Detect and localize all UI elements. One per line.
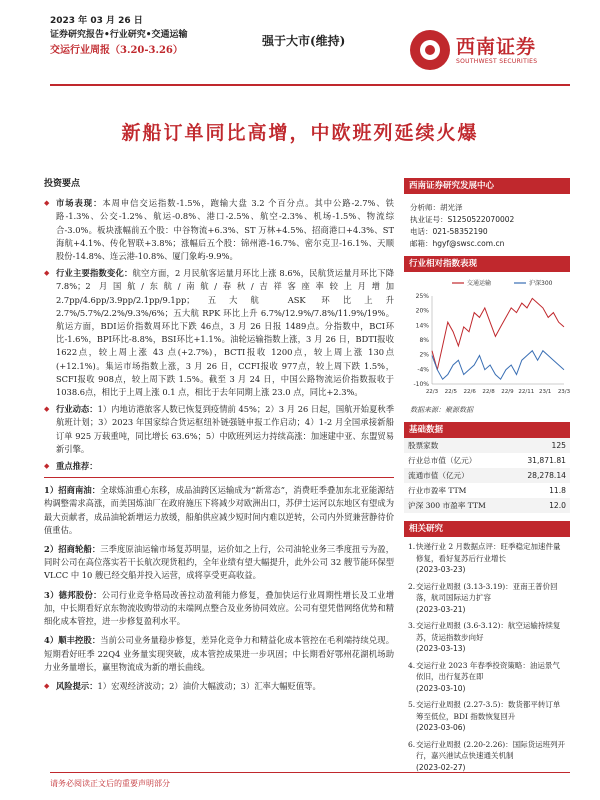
- logo-en: SOUTHWEST SECURITIES: [456, 58, 538, 65]
- analyst-phone: 电话：021-58352190: [410, 227, 488, 236]
- relative-index-chart: [404, 272, 570, 402]
- table-row: [404, 438, 570, 453]
- related-date: (2023-02-27): [416, 762, 466, 772]
- y-tick-label: 20%: [415, 307, 429, 315]
- y-tick-label: 14%: [415, 322, 429, 330]
- main-column: [44, 178, 394, 697]
- related-text[interactable]: 交运行业周报 (3.6-3.12)：航空运输持续复苏，货运指数步向好: [416, 621, 561, 642]
- rec-label: 2）招商轮船：: [44, 544, 101, 555]
- y-tick-label: 25%: [415, 293, 429, 300]
- series-line-0: [432, 298, 564, 369]
- related-text[interactable]: 快递行业 2 月数据点评：旺季稳定加速件量修复，看好复苏后行业增长: [416, 542, 561, 563]
- data-value: 31,871.81: [527, 455, 566, 465]
- rec-label: 4）顺丰控股：: [44, 635, 101, 646]
- related-text[interactable]: 交运行业周报 (3.13-3.19)：亚南王普价回落，航司国际运力扩容: [416, 581, 558, 602]
- bullet-market: [44, 197, 394, 263]
- logo-cn: 西南证券: [456, 36, 537, 58]
- y-tick-label: 8%: [419, 337, 429, 344]
- y-tick-label: 2%: [419, 351, 429, 359]
- bullet-text: 本周申信交运指数-1.5%，跑输大盘 3.2 个百分点。其中公路-2.7%、铁路-1.3%、公交-1.2%、航运-0.8%、港口-2.5%、航空-2.3%、机场-1.5%、物流综合-3.0%。板块涨幅前五个股：中谷物流+6.3%、ST 万林+4.5%、招商港口+4.3%、ST 海航+4.1%、传化智联+3.8%；涨幅后五个股：锦州港-16.7%、密尔克卫-16.1%、天顺股份-14.8%、连云港-10.8%、厦门象屿-9.9%。: [56, 198, 394, 262]
- legend-label: 沪深300: [529, 280, 553, 287]
- risk-label: 风险提示：: [56, 680, 98, 691]
- data-key: 行业市盈率 TTM: [408, 485, 467, 495]
- data-value: 125: [512, 438, 571, 453]
- related-title: 相关研究: [404, 521, 570, 537]
- chart-title: 行业相对指数表现: [404, 256, 570, 272]
- rec-text: 三季度原油运输市场复苏明显，运价如之上行，公司油轮业务三季度扭亏为盈，同时公司在高位落实若干长航次现货租约，全年业绩有望大幅提升，此外公司 32 艘节能环保型 VLCC 中 10 艘已经交船并投入运营，成将享受更高收益。: [44, 544, 394, 581]
- rec-item: [44, 543, 394, 583]
- related-date: (2023-03-21): [416, 604, 466, 614]
- related-date: (2023-03-10): [416, 683, 466, 693]
- related-item[interactable]: 2. 交运行业周报 (3.13-3.19)：亚南王普价回落，航司国际运力扩容 (2023-03-21): [408, 581, 558, 614]
- series-line-1: [432, 351, 564, 380]
- header-divider: [50, 84, 570, 86]
- related-item[interactable]: 5. 交运行业周报 (2.27-3.5)：数货都平转订单筹至低位，BDI 指数恢复回升 (2023-03-06): [408, 700, 561, 732]
- related-text[interactable]: 交运行业 2023 年春季投资策略：油运景气依旧，出行复苏在即: [416, 660, 560, 681]
- company-logo: [410, 30, 560, 76]
- section-title: 投资要点: [44, 179, 81, 189]
- table-row: [404, 498, 570, 513]
- related-date: (2023-03-23): [416, 565, 466, 574]
- rating: 强于大市(维持): [262, 34, 346, 48]
- chart-source: 数据来源：聚源数据: [410, 406, 473, 414]
- bullet-label: 行业动态：: [56, 404, 98, 415]
- data-value: 12.0: [512, 498, 571, 513]
- rec-text: 全球炼油重心东移，成品油跨区运输成为“新常态”，消费旺季叠加东北亚能源结构调整需求高涨，而美国炼油厂在政府施压下将减少对欧洲出口，苏伊士运河以东地区有望成为最大贡献者，成品油轮新增运力放缓，船舶供应减少短时间内难以逆转，公司内外贸兼营静待价值重估。: [44, 485, 394, 535]
- data-value: 28,278.14: [512, 468, 571, 483]
- bullet-label: 行业主要指数变化：: [56, 268, 133, 279]
- y-tick-label: -10%: [413, 381, 429, 388]
- data-key: 行业总市值（亿元）: [408, 455, 477, 465]
- data-key: 流通市值（亿元）: [404, 468, 512, 483]
- bullet-news: [44, 403, 394, 456]
- x-tick-label: 22/3: [425, 389, 439, 395]
- data-key: 股票家数: [404, 438, 512, 453]
- x-tick-label: 22/6: [463, 389, 476, 395]
- bullet-text: 航空方面，2 月民航客运量月环比上涨 8.6%，民航货运量月环比下降 7.8%；2 月国航/东航/南航/春秋/吉祥客座率较上月增加 2.7pp/4.6pp/3.9pp/2.1pp/9.1pp；五大航 ASK 环比上升 2.7%/5.7%/2.2%/9.3%/6%；五大航 RPK 环比上升 6.7%/12.9%/7.8%/11.9%/19%。航运方面，BDI运价指数周环比下跌 46点，3 月 26 日报 1489点。分指数中，BCI环比-1.6%，BPI环比-8.8%，BSI环比+1.1%。油轮运输指数上涨，3 月 26 日，BDTI报收 1622点，较上周上涨 43 点(+2.7%)，BCTI报收 1200点，较上周上涨 130点(+12.1%)。集运市场指数上涨，3 月 26 日，CCFI报收 977点，较上周下跌 1.5%，SCFI报收 908点，较上周下跌 1.5%。截至 3 月 24 日，中国公路物流运价指数报收于 1038.6点，相比于上周上涨 0.1 点，相比于去年同期上涨 23.0 点，同比+2.3%。: [56, 268, 394, 398]
- table-row: [404, 453, 570, 468]
- related-list: [404, 537, 570, 773]
- x-tick-label: 22/9: [501, 389, 514, 395]
- risk-text: 1）宏观经济波动；2）油价大幅波动；3）汇率大幅贬值等。: [97, 680, 321, 691]
- report-week: 交运行业周报（3.20-3.26）: [50, 45, 183, 56]
- related-item[interactable]: 6. 交运行业周报 (2.20-2.26)：国际货运班列开行，嘉兴港试点快速通关机制 (2023-02-27): [408, 739, 566, 772]
- bullet-label: 市场表现：: [56, 198, 103, 209]
- kdata-title: 基础数据: [404, 422, 570, 438]
- data-value: 11.8: [549, 485, 566, 495]
- rec-item: [44, 484, 394, 537]
- report-category: 证券研究报告•行业研究•交通运输: [50, 30, 188, 40]
- related-text[interactable]: 交运行业周报 (2.27-3.5)：数货都平转订单筹至低位，BDI 指数恢复回升: [416, 700, 561, 721]
- x-tick-label: 22/8: [482, 389, 495, 395]
- bullet-index: [44, 267, 394, 399]
- team-title: 西南证券研究发展中心: [404, 178, 570, 194]
- report-title: 新船订单同比高增，中欧班列延续火爆: [121, 122, 479, 144]
- basic-data-table: [404, 438, 570, 513]
- related-item[interactable]: 1. 快递行业 2 月数据点评：旺季稳定加速件量修复，看好复苏后行业增长 (2023-03-23): [408, 542, 561, 574]
- footer-disclaimer: 请务必阅读正文后的重要声明部分: [50, 779, 170, 788]
- rec-item: [44, 634, 394, 674]
- analyst-cert: 执业证号：S1250522070002: [410, 215, 515, 224]
- rec-text: 当前公司业务量稳步修复，差异化竞争力和精益化成本管控在毛利端持续兑现。短期看好旺季 22Q4 业务量实现突破，成本管控成果进一步巩固；中长期看好鄂州花湖机场助力业务量增长，赢里物流成为新的增长曲线。: [44, 635, 394, 672]
- x-tick-label: 23/1: [538, 389, 552, 395]
- side-column: [404, 178, 570, 778]
- bullet-picks: [44, 460, 394, 473]
- bullet-label: 重点推荐：: [56, 461, 98, 472]
- bullet-text: 1）内地访港旅客人数已恢复到疫情前 45%；2）3 月 26 日起，国航开始夏秋季航班计划；3）2023 年国家综合货运枢纽补链强链申报工作启动；4）1-2 月全国承接新船订单 925 万载重吨，同比增长 63.6%；5）中欧班列运力持续高涨：加速建中亚、东盟贸易新引擎。: [56, 404, 394, 454]
- related-text[interactable]: 交运行业周报 (2.20-2.26)：国际货运班列开行，嘉兴港试点快速通关机制: [416, 739, 566, 760]
- legend-label: 交通运输: [467, 280, 492, 287]
- related-item[interactable]: 3. 交运行业周报 (3.6-3.12)：航空运输持续复苏，货运指数步向好 (2023-03-13): [408, 621, 561, 653]
- related-date: (2023-03-13): [416, 644, 466, 653]
- rec-item: [44, 589, 394, 629]
- analyst-name: 分析师：胡光泽: [410, 203, 463, 212]
- data-key: 沪深 300 市盈率 TTM: [404, 498, 512, 513]
- chart-svg: [404, 272, 570, 402]
- report-date: 2023 年 03 月 26 日: [50, 16, 143, 26]
- analyst-info: [404, 194, 570, 256]
- rec-text: 公司行业竞争格局改善拉动盈利能力修复，叠加快运行业周期性增长及工业增加，中长期看好京东物流收购带动的末端网点整合及业务协同效应。公司有望凭借网络优势和精细化成本管控，进一步修复盈利水平。: [44, 589, 394, 627]
- rec-label: 1）招商南油：: [44, 485, 101, 496]
- rec-label: 3）德邦股份：: [44, 589, 102, 600]
- bullet-risk: [44, 680, 394, 693]
- table-row: [404, 483, 570, 498]
- footer-divider: [50, 772, 570, 773]
- x-tick-label: 22/5: [444, 389, 458, 395]
- divider: [44, 477, 394, 478]
- x-tick-label: 22/11: [518, 389, 535, 395]
- x-tick-label: 23/3: [557, 389, 570, 395]
- related-item[interactable]: 4. 交运行业 2023 年春季投资策略：油运景气依旧，出行复苏在即 (2023-03-10): [408, 660, 560, 693]
- table-row: [404, 468, 570, 483]
- analyst-email[interactable]: 邮箱：hgyf@swsc.com.cn: [410, 239, 505, 248]
- related-date: (2023-03-06): [416, 723, 466, 732]
- y-tick-label: -4%: [417, 366, 429, 374]
- logo-mark-icon: [410, 30, 450, 70]
- header-meta: [50, 14, 188, 58]
